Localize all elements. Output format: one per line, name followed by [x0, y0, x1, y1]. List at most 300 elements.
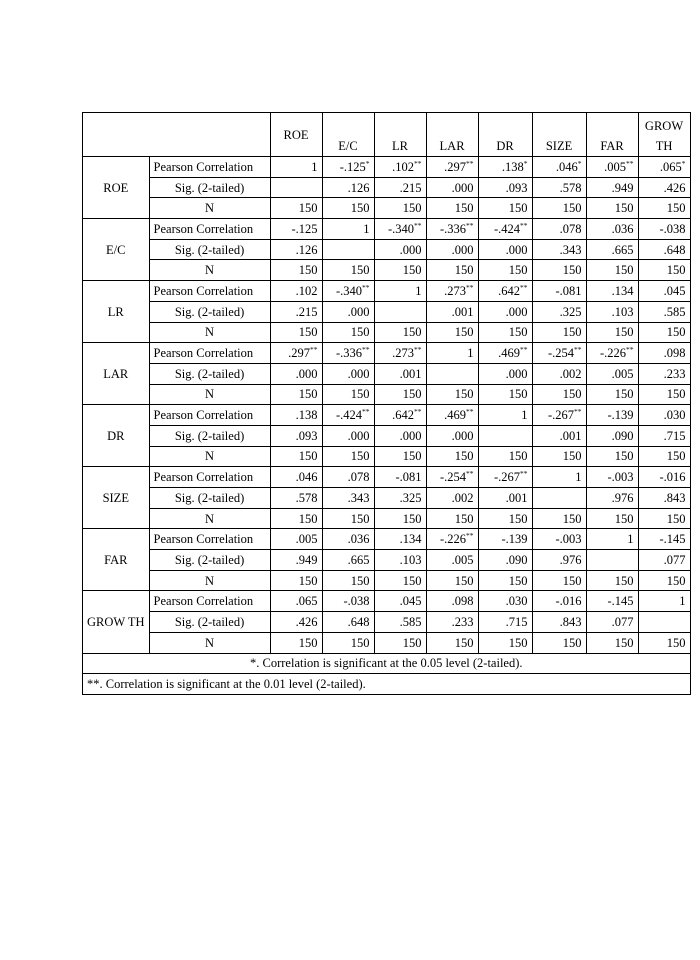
n-cell: 150 [426, 384, 478, 405]
correlation-cell [638, 405, 690, 426]
n-cell: 150 [322, 570, 374, 591]
correlation-cell [322, 343, 374, 364]
significance-mark: ** [310, 344, 318, 354]
correlation-cell [426, 591, 478, 612]
table-row [83, 508, 691, 529]
correlation-cell [638, 343, 690, 364]
n-cell: 150 [426, 260, 478, 281]
sig-cell [270, 177, 322, 198]
sig-cell: .648 [638, 239, 690, 260]
n-cell: 150 [322, 260, 374, 281]
sig-cell: .949 [586, 177, 638, 198]
correlation-cell [586, 591, 638, 612]
correlation-cell [478, 157, 532, 178]
correlation-cell [532, 467, 586, 488]
n-cell: 150 [270, 632, 322, 653]
correlation-value: .078 [559, 221, 582, 236]
correlation-cell [586, 529, 638, 550]
correlation-value: .102 [295, 283, 318, 298]
sig-cell: .000 [322, 301, 374, 322]
n-cell: 150 [426, 508, 478, 529]
correlation-cell [478, 219, 532, 240]
correlation-cell [478, 529, 532, 550]
sig-cell: .325 [374, 488, 426, 509]
n-cell: 150 [426, 446, 478, 467]
stat-label: Pearson Correlation [149, 405, 270, 426]
sig-cell: .090 [586, 425, 638, 446]
stat-label: Pearson Correlation [149, 343, 270, 364]
header-corner [83, 113, 271, 157]
n-cell: 150 [426, 322, 478, 343]
stat-label: Sig. (2-tailed) [149, 425, 270, 446]
sig-cell: .578 [532, 177, 586, 198]
footnote-005: *. Correlation is significant at the 0.05 level (2-tailed). [83, 653, 691, 674]
significance-mark: ** [520, 344, 528, 354]
sig-cell: .000 [478, 239, 532, 260]
footnote-row [83, 653, 691, 674]
n-cell: 150 [426, 632, 478, 653]
significance-mark: ** [574, 344, 582, 354]
correlation-cell [586, 343, 638, 364]
n-cell: 150 [532, 570, 586, 591]
n-cell: 150 [586, 446, 638, 467]
stat-label: Pearson Correlation [149, 157, 270, 178]
correlation-value: -.016 [659, 470, 686, 485]
n-cell: 150 [586, 632, 638, 653]
correlation-value: .642 [392, 408, 415, 423]
sig-cell: .000 [426, 177, 478, 198]
correlation-cell [532, 591, 586, 612]
n-cell: 150 [586, 570, 638, 591]
correlation-value: 1 [679, 594, 686, 609]
correlation-cell [638, 591, 690, 612]
n-cell: 150 [532, 384, 586, 405]
correlation-value: 1 [311, 159, 318, 174]
significance-mark: ** [414, 220, 422, 230]
sig-cell [478, 425, 532, 446]
n-cell: 150 [374, 384, 426, 405]
correlation-cell [322, 281, 374, 302]
stat-label: N [149, 260, 270, 281]
correlation-value: -.340 [387, 221, 415, 236]
footnote-001: **. Correlation is significant at the 0.01 level (2-tailed). [83, 674, 691, 695]
correlation-value: -.139 [501, 532, 528, 547]
correlation-cell [586, 467, 638, 488]
significance-mark: ** [362, 406, 370, 416]
correlation-value: .098 [663, 346, 686, 361]
significance-mark: ** [414, 406, 422, 416]
correlation-value: -.424 [335, 408, 363, 423]
correlation-value: .005 [604, 159, 627, 174]
significance-mark: ** [626, 344, 634, 354]
sig-cell: .343 [322, 488, 374, 509]
sig-cell: .000 [426, 425, 478, 446]
table-row [83, 467, 691, 488]
correlation-value: -.038 [343, 594, 370, 609]
significance-mark: * [681, 158, 686, 168]
correlation-cell [270, 343, 322, 364]
correlation-cell [638, 157, 690, 178]
correlation-table [82, 112, 691, 695]
column-header-lr: LR [374, 113, 426, 157]
correlation-value: 1 [363, 221, 370, 236]
sig-cell: .233 [426, 612, 478, 633]
correlation-cell [532, 405, 586, 426]
n-cell: 150 [374, 322, 426, 343]
column-header-dr: DR [478, 113, 532, 157]
table-row [83, 157, 691, 178]
correlation-cell [322, 219, 374, 240]
correlation-cell [638, 467, 690, 488]
sig-cell: .665 [586, 239, 638, 260]
significance-mark: ** [466, 469, 474, 478]
n-cell: 150 [374, 260, 426, 281]
correlation-value: .078 [347, 470, 370, 485]
correlation-value: .642 [498, 283, 521, 298]
sig-cell: .648 [322, 612, 374, 633]
significance-mark: ** [466, 158, 474, 168]
sig-cell: .215 [270, 301, 322, 322]
n-cell: 150 [638, 322, 690, 343]
correlation-cell [270, 591, 322, 612]
sig-cell: .949 [270, 550, 322, 571]
correlation-cell [270, 467, 322, 488]
sig-cell: .325 [532, 301, 586, 322]
correlation-value: .297 [444, 159, 467, 174]
table-row [83, 322, 691, 343]
stat-label: Sig. (2-tailed) [149, 363, 270, 384]
footnote-row [83, 674, 691, 695]
significance-mark: ** [466, 406, 474, 416]
sig-cell: .000 [478, 363, 532, 384]
significance-mark: ** [626, 158, 634, 168]
significance-mark: * [523, 158, 528, 168]
correlation-value: .469 [498, 346, 521, 361]
sig-cell: .103 [374, 550, 426, 571]
correlation-value: -.226 [599, 346, 627, 361]
correlation-value: 1 [521, 408, 528, 423]
correlation-value: .138 [295, 408, 318, 423]
correlation-value: -.267 [547, 408, 575, 423]
correlation-cell [322, 405, 374, 426]
correlation-value: .045 [663, 283, 686, 298]
correlation-value: .036 [611, 221, 634, 236]
header-row [83, 113, 691, 157]
sig-cell: .343 [532, 239, 586, 260]
significance-mark: ** [362, 344, 370, 354]
sig-cell: .426 [270, 612, 322, 633]
n-cell: 150 [270, 570, 322, 591]
correlation-value: -.038 [659, 221, 686, 236]
sig-cell: .665 [322, 550, 374, 571]
correlation-cell [478, 405, 532, 426]
row-variable-name: GROW TH [83, 591, 150, 653]
stat-label: Sig. (2-tailed) [149, 177, 270, 198]
stat-label: N [149, 508, 270, 529]
n-cell: 150 [586, 322, 638, 343]
n-cell: 150 [638, 198, 690, 219]
table-row [83, 591, 691, 612]
correlation-value: 1 [415, 283, 422, 298]
correlation-value: .045 [399, 594, 422, 609]
correlation-value: .273 [444, 283, 467, 298]
correlation-value: .098 [451, 594, 474, 609]
sig-cell: .090 [478, 550, 532, 571]
n-cell: 150 [638, 632, 690, 653]
correlation-cell [586, 405, 638, 426]
correlation-cell [532, 219, 586, 240]
correlation-cell [532, 529, 586, 550]
correlation-cell [374, 591, 426, 612]
column-header-growth: GROW TH [638, 113, 690, 157]
sig-cell: .000 [426, 239, 478, 260]
stat-label: N [149, 446, 270, 467]
table-row [83, 405, 691, 426]
n-cell: 150 [270, 446, 322, 467]
sig-cell: .000 [374, 425, 426, 446]
stat-label: Pearson Correlation [149, 529, 270, 550]
correlation-cell [478, 281, 532, 302]
table-row [83, 570, 691, 591]
sig-cell: .976 [532, 550, 586, 571]
correlation-cell [322, 591, 374, 612]
table-row [83, 219, 691, 240]
sig-cell: .843 [638, 488, 690, 509]
sig-cell: .002 [532, 363, 586, 384]
correlation-value: .005 [295, 532, 318, 547]
significance-mark: ** [362, 282, 370, 292]
correlation-value: .046 [295, 470, 318, 485]
correlation-value: .046 [555, 159, 578, 174]
significance-mark: ** [520, 220, 528, 230]
table-row [83, 550, 691, 571]
sig-cell: .001 [532, 425, 586, 446]
correlation-value: .036 [347, 532, 370, 547]
correlation-value: -.081 [555, 283, 582, 298]
n-cell: 150 [478, 198, 532, 219]
sig-cell: .005 [426, 550, 478, 571]
sig-cell: .077 [586, 612, 638, 633]
n-cell: 150 [322, 508, 374, 529]
correlation-cell [638, 529, 690, 550]
significance-mark: ** [414, 344, 422, 354]
sig-cell: .000 [322, 425, 374, 446]
n-cell: 150 [270, 198, 322, 219]
significance-mark: ** [466, 282, 474, 292]
n-cell: 150 [638, 508, 690, 529]
sig-cell: .585 [638, 301, 690, 322]
correlation-cell [270, 405, 322, 426]
n-cell: 150 [532, 632, 586, 653]
row-variable-name: DR [83, 405, 150, 467]
table-row [83, 260, 691, 281]
correlation-value: -.003 [607, 470, 634, 485]
table-row [83, 363, 691, 384]
stat-label: N [149, 384, 270, 405]
n-cell: 150 [586, 508, 638, 529]
correlation-cell [478, 467, 532, 488]
column-header-size: SIZE [532, 113, 586, 157]
correlation-cell [532, 157, 586, 178]
correlation-value: .030 [663, 408, 686, 423]
correlation-cell [374, 157, 426, 178]
stat-label: Sig. (2-tailed) [149, 550, 270, 571]
correlation-value: .065 [295, 594, 318, 609]
correlation-cell [374, 343, 426, 364]
n-cell: 150 [426, 570, 478, 591]
significance-mark: ** [574, 406, 582, 416]
correlation-value: -.125 [339, 159, 366, 174]
sig-cell: .585 [374, 612, 426, 633]
correlation-value: 1 [467, 346, 474, 361]
sig-cell: .843 [532, 612, 586, 633]
sig-cell [532, 488, 586, 509]
n-cell: 150 [478, 446, 532, 467]
correlation-value: -.139 [607, 408, 634, 423]
correlation-cell [638, 281, 690, 302]
correlation-value: -.003 [555, 532, 582, 547]
sig-cell: .000 [478, 301, 532, 322]
significance-mark: ** [520, 469, 528, 478]
correlation-cell [374, 219, 426, 240]
sig-cell: .233 [638, 363, 690, 384]
correlation-value: -.424 [493, 221, 521, 236]
correlation-value: -.016 [555, 594, 582, 609]
n-cell: 150 [532, 260, 586, 281]
correlation-cell [270, 157, 322, 178]
n-cell: 150 [638, 260, 690, 281]
n-cell: 150 [532, 446, 586, 467]
table-row [83, 301, 691, 322]
table-row [83, 177, 691, 198]
correlation-value: .297 [288, 346, 311, 361]
correlation-value: -.081 [395, 470, 422, 485]
correlation-value: .134 [611, 283, 634, 298]
stat-label: N [149, 322, 270, 343]
n-cell: 150 [322, 632, 374, 653]
n-cell: 150 [638, 570, 690, 591]
row-variable-name: SIZE [83, 467, 150, 529]
stat-label: Sig. (2-tailed) [149, 488, 270, 509]
column-header-ec: E/C [322, 113, 374, 157]
sig-cell: .426 [638, 177, 690, 198]
sig-cell: .578 [270, 488, 322, 509]
table-row [83, 343, 691, 364]
correlation-value: -.145 [607, 594, 634, 609]
correlation-value: .134 [399, 532, 422, 547]
significance-mark: ** [520, 282, 528, 292]
row-variable-name: LR [83, 281, 150, 343]
significance-mark: ** [466, 531, 474, 541]
n-cell: 150 [322, 198, 374, 219]
correlation-cell [374, 281, 426, 302]
correlation-cell [426, 343, 478, 364]
sig-cell [322, 239, 374, 260]
correlation-cell [478, 343, 532, 364]
sig-cell [586, 550, 638, 571]
sig-cell: .000 [322, 363, 374, 384]
table-row [83, 529, 691, 550]
table-row [83, 446, 691, 467]
column-header-roe: ROE [270, 113, 322, 157]
sig-cell: .093 [270, 425, 322, 446]
correlation-cell [322, 157, 374, 178]
correlation-cell [638, 219, 690, 240]
row-variable-name: LAR [83, 343, 150, 405]
n-cell: 150 [478, 570, 532, 591]
sig-cell [638, 612, 690, 633]
significance-mark: * [365, 158, 370, 168]
correlation-cell [426, 405, 478, 426]
significance-mark: ** [466, 220, 474, 230]
correlation-value: -.254 [439, 470, 467, 485]
correlation-cell [426, 219, 478, 240]
row-variable-name: FAR [83, 529, 150, 591]
stat-label: N [149, 632, 270, 653]
n-cell: 150 [270, 260, 322, 281]
n-cell: 150 [532, 322, 586, 343]
correlation-value: -.336 [335, 346, 363, 361]
row-variable-name: ROE [83, 157, 150, 219]
n-cell: 150 [374, 570, 426, 591]
n-cell: 150 [374, 198, 426, 219]
correlation-cell [586, 157, 638, 178]
correlation-value: -.145 [659, 532, 686, 547]
table-row [83, 239, 691, 260]
correlation-value: .065 [659, 159, 682, 174]
correlation-cell [270, 219, 322, 240]
correlation-value: .102 [392, 159, 415, 174]
stat-label: N [149, 198, 270, 219]
stat-label: Pearson Correlation [149, 281, 270, 302]
stat-label: Pearson Correlation [149, 467, 270, 488]
sig-cell: .093 [478, 177, 532, 198]
sig-cell: .976 [586, 488, 638, 509]
sig-cell [374, 301, 426, 322]
correlation-value: 1 [627, 532, 634, 547]
stat-label: Sig. (2-tailed) [149, 612, 270, 633]
correlation-value: .469 [444, 408, 467, 423]
sig-cell: .001 [426, 301, 478, 322]
correlation-cell [374, 405, 426, 426]
sig-cell: .000 [374, 239, 426, 260]
correlation-value: -.336 [439, 221, 467, 236]
n-cell: 150 [478, 508, 532, 529]
stat-label: N [149, 570, 270, 591]
correlation-value: -.125 [291, 221, 318, 236]
correlation-cell [426, 157, 478, 178]
sig-cell: .215 [374, 177, 426, 198]
sig-cell: .715 [638, 425, 690, 446]
stat-label: Sig. (2-tailed) [149, 301, 270, 322]
n-cell: 150 [270, 508, 322, 529]
correlation-value: -.254 [547, 346, 575, 361]
n-cell: 150 [586, 198, 638, 219]
correlation-cell [586, 219, 638, 240]
correlation-cell [586, 281, 638, 302]
n-cell: 150 [374, 508, 426, 529]
correlation-value: .138 [501, 159, 524, 174]
n-cell: 150 [322, 322, 374, 343]
sig-cell: .005 [586, 363, 638, 384]
sig-cell: .077 [638, 550, 690, 571]
table-row [83, 384, 691, 405]
correlation-cell [426, 467, 478, 488]
n-cell: 150 [586, 260, 638, 281]
n-cell: 150 [478, 322, 532, 343]
correlation-value: -.267 [493, 470, 521, 485]
sig-cell: .126 [322, 177, 374, 198]
